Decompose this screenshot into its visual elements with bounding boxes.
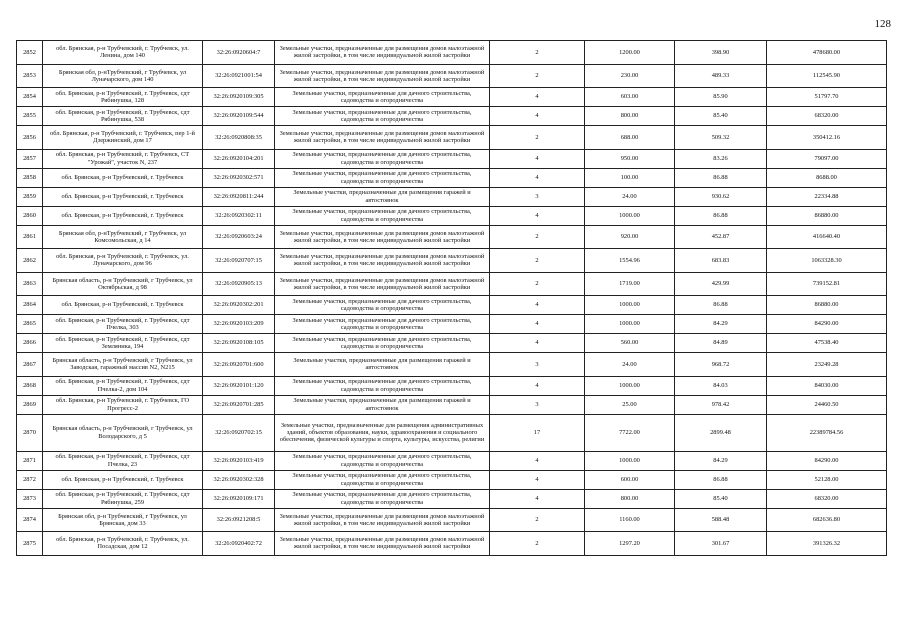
address-cell: обл. Брянская, р-н Трубчевский, г. Трубчевск <box>43 187 203 206</box>
category-code-cell: 3 <box>490 395 585 414</box>
cadastral-value-cell: 22334.88 <box>767 187 887 206</box>
area-cell: 100.00 <box>585 168 675 187</box>
table-row <box>17 451 887 470</box>
cadastral-value-cell: 112545.90 <box>767 64 887 88</box>
row-number: 2863 <box>17 272 43 296</box>
land-use-cell: Земельные участки, предназначенные для дачного строительства, садоводства и огородничества <box>275 315 490 334</box>
unit-value-cell: 489.33 <box>675 64 767 88</box>
land-use-cell: Земельные участки, предназначенные для дачного строительства, садоводства и огородничества <box>275 334 490 353</box>
area-cell: 600.00 <box>585 470 675 489</box>
category-code-cell: 2 <box>490 532 585 556</box>
unit-value-cell: 398.90 <box>675 41 767 65</box>
cadastral-value-cell: 68320.00 <box>767 107 887 126</box>
row-number: 2867 <box>17 353 43 377</box>
land-use-cell: Земельные участки, предназначенные для размещения домов малоэтажной жилой застройки, в том числе индивидуальной жилой застройки <box>275 41 490 65</box>
area-cell: 1297.20 <box>585 532 675 556</box>
area-cell: 800.00 <box>585 489 675 508</box>
address-cell: обл. Брянская, р-н Трубчевский, г. Трубчевск, ул. Посадская, дом 12 <box>43 532 203 556</box>
table-row <box>17 41 887 65</box>
category-code-cell: 4 <box>490 451 585 470</box>
unit-value-cell: 930.62 <box>675 187 767 206</box>
table-row <box>17 149 887 168</box>
land-use-cell: Земельные участки, предназначенные для дачного строительства, садоводства и огородничества <box>275 149 490 168</box>
row-number: 2855 <box>17 107 43 126</box>
address-cell: обл. Брянская, р-н Трубчевский, г. Трубчевск, ул. Луначарского, дом 96 <box>43 249 203 273</box>
land-use-cell: Земельные участки, предназначенные для дачного строительства, садоводства и огородничества <box>275 296 490 315</box>
table-row <box>17 249 887 273</box>
table-row <box>17 296 887 315</box>
land-use-cell: Земельные участки, предназначенные для дачного строительства, садоводства и огородничества <box>275 168 490 187</box>
address-cell: обл. Брянская, р-н Трубчевский, г. Трубчевск, сдт Рябинушка, 128 <box>43 88 203 107</box>
category-code-cell: 4 <box>490 149 585 168</box>
category-code-cell: 3 <box>490 353 585 377</box>
land-use-cell: Земельные участки, предназначенные для дачного строительства, садоводства и огородничества <box>275 376 490 395</box>
row-number: 2857 <box>17 149 43 168</box>
row-number: 2873 <box>17 489 43 508</box>
page-number: 128 <box>874 18 891 30</box>
unit-value-cell: 85.90 <box>675 88 767 107</box>
address-cell: обл. Брянская, р-н Трубчевский, г. Трубчевск <box>43 296 203 315</box>
cadastral-number-cell: 32:26:0920109:171 <box>203 489 275 508</box>
land-registry-table <box>16 40 887 556</box>
address-cell: Брянская область, р-н Трубчевский, г Трубчевск, ул Володарского, д 5 <box>43 414 203 451</box>
address-cell: обл. Брянская, р-н Трубчевский, г. Трубчевск, сдт Рябинушка, 259 <box>43 489 203 508</box>
cadastral-number-cell: 32:26:0920101:120 <box>203 376 275 395</box>
table-row <box>17 376 887 395</box>
category-code-cell: 2 <box>490 64 585 88</box>
cadastral-number-cell: 32:26:0920701:285 <box>203 395 275 414</box>
category-code-cell: 4 <box>490 376 585 395</box>
land-use-cell: Земельные участки, предназначенные для размещения домов малоэтажной жилой застройки, в том числе индивидуальной жилой застройки <box>275 126 490 150</box>
address-cell: обл. Брянская, р-н Трубчевский, г. Трубчевск, сдт Пчелка-2, дом 104 <box>43 376 203 395</box>
table-row <box>17 508 887 532</box>
address-cell: обл. Брянская, р-н Трубчевский, г. Трубчевск <box>43 168 203 187</box>
cadastral-value-cell: 350412.16 <box>767 126 887 150</box>
category-code-cell: 2 <box>490 508 585 532</box>
category-code-cell: 4 <box>490 489 585 508</box>
cadastral-value-cell: 22389784.56 <box>767 414 887 451</box>
cadastral-number-cell: 32:26:0920302:328 <box>203 470 275 489</box>
area-cell: 920.00 <box>585 225 675 249</box>
cadastral-number-cell: 32:26:0920707:15 <box>203 249 275 273</box>
row-number: 2875 <box>17 532 43 556</box>
category-code-cell: 4 <box>490 88 585 107</box>
row-number: 2858 <box>17 168 43 187</box>
area-cell: 25.00 <box>585 395 675 414</box>
area-cell: 1719.00 <box>585 272 675 296</box>
row-number: 2861 <box>17 225 43 249</box>
category-code-cell: 2 <box>490 249 585 273</box>
area-cell: 688.00 <box>585 126 675 150</box>
land-use-cell: Земельные участки, предназначенные для дачного строительства, садоводства и огородничества <box>275 470 490 489</box>
land-use-cell: Земельные участки, предназначенные для размещения домов малоэтажной жилой застройки, в том числе индивидуальной жилой застройки <box>275 64 490 88</box>
area-cell: 1000.00 <box>585 376 675 395</box>
cadastral-value-cell: 682636.80 <box>767 508 887 532</box>
table-row <box>17 315 887 334</box>
area-cell: 950.00 <box>585 149 675 168</box>
unit-value-cell: 85.40 <box>675 489 767 508</box>
address-cell: обл. Брянская, р-н Трубчевский, г. Трубчевск, сдт Пчелка, 23 <box>43 451 203 470</box>
unit-value-cell: 683.83 <box>675 249 767 273</box>
cadastral-value-cell: 79097.00 <box>767 149 887 168</box>
category-code-cell: 4 <box>490 206 585 225</box>
area-cell: 24.00 <box>585 353 675 377</box>
row-number: 2854 <box>17 88 43 107</box>
cadastral-value-cell: 416640.40 <box>767 225 887 249</box>
area-cell: 800.00 <box>585 107 675 126</box>
category-code-cell: 2 <box>490 126 585 150</box>
cadastral-value-cell: 84290.00 <box>767 315 887 334</box>
category-code-cell: 4 <box>490 334 585 353</box>
land-use-cell: Земельные участки, предназначенные для размещения гаражей и автостоянок <box>275 187 490 206</box>
area-cell: 7722.00 <box>585 414 675 451</box>
land-use-cell: Земельные участки, предназначенные для размещения домов малоэтажной жилой застройки, в том числе индивидуальной жилой застройки <box>275 249 490 273</box>
category-code-cell: 2 <box>490 41 585 65</box>
table-row <box>17 187 887 206</box>
unit-value-cell: 84.29 <box>675 451 767 470</box>
table-row <box>17 395 887 414</box>
cadastral-value-cell: 84290.00 <box>767 451 887 470</box>
address-cell: обл. Брянская, р-н Трубчевский, г. Трубчевск, сдт Пчелка, 303 <box>43 315 203 334</box>
unit-value-cell: 85.40 <box>675 107 767 126</box>
row-number: 2869 <box>17 395 43 414</box>
table-row <box>17 126 887 150</box>
category-code-cell: 4 <box>490 168 585 187</box>
table-row <box>17 64 887 88</box>
cadastral-number-cell: 32:26:0920302:11 <box>203 206 275 225</box>
table-row <box>17 88 887 107</box>
cadastral-value-cell: 86880.00 <box>767 296 887 315</box>
category-code-cell: 3 <box>490 187 585 206</box>
address-cell: обл. Брянская, р-н Трубчевский, г. Трубчевск, ГО Прогресс-2 <box>43 395 203 414</box>
area-cell: 1200.00 <box>585 41 675 65</box>
unit-value-cell: 86.88 <box>675 470 767 489</box>
category-code-cell: 2 <box>490 272 585 296</box>
row-number: 2862 <box>17 249 43 273</box>
row-number: 2852 <box>17 41 43 65</box>
cadastral-value-cell: 84030.00 <box>767 376 887 395</box>
table-row <box>17 532 887 556</box>
address-cell: Брянская область, р-н Трубчевский, г Трубчевск, ул Октябрьская, д 98 <box>43 272 203 296</box>
table-row <box>17 334 887 353</box>
category-code-cell: 4 <box>490 296 585 315</box>
unit-value-cell: 429.99 <box>675 272 767 296</box>
cadastral-number-cell: 32:26:0920108:105 <box>203 334 275 353</box>
unit-value-cell: 301.67 <box>675 532 767 556</box>
address-cell: обл. Брянская, р-н Трубчевский, г. Трубчевск, пер 1-й Дзержинский, дом 17 <box>43 126 203 150</box>
address-cell: обл. Брянская, р-н Трубчевский, г. Трубчевск, сдт Земляника, 194 <box>43 334 203 353</box>
unit-value-cell: 452.87 <box>675 225 767 249</box>
area-cell: 1000.00 <box>585 206 675 225</box>
cadastral-number-cell: 32:26:0920808:35 <box>203 126 275 150</box>
area-cell: 1000.00 <box>585 451 675 470</box>
cadastral-value-cell: 86880.00 <box>767 206 887 225</box>
unit-value-cell: 84.29 <box>675 315 767 334</box>
table-row <box>17 353 887 377</box>
cadastral-number-cell: 32:26:0920104:201 <box>203 149 275 168</box>
cadastral-value-cell: 739152.81 <box>767 272 887 296</box>
table-row <box>17 414 887 451</box>
land-use-cell: Земельные участки, предназначенные для дачного строительства, садоводства и огородничества <box>275 489 490 508</box>
land-use-cell: Земельные участки, предназначенные для дачного строительства, садоводства и огородничества <box>275 88 490 107</box>
cadastral-value-cell: 8688.00 <box>767 168 887 187</box>
land-use-cell: Земельные участки, предназначенные для дачного строительства, садоводства и огородничества <box>275 451 490 470</box>
address-cell: обл. Брянская, р-н Трубчевский, г. Трубчевск <box>43 470 203 489</box>
cadastral-value-cell: 478680.00 <box>767 41 887 65</box>
table-row <box>17 168 887 187</box>
unit-value-cell: 86.88 <box>675 296 767 315</box>
cadastral-number-cell: 32:26:0920103:419 <box>203 451 275 470</box>
row-number: 2860 <box>17 206 43 225</box>
area-cell: 1000.00 <box>585 315 675 334</box>
cadastral-number-cell: 32:26:0920701:600 <box>203 353 275 377</box>
cadastral-number-cell: 32:26:0920103:209 <box>203 315 275 334</box>
unit-value-cell: 588.48 <box>675 508 767 532</box>
land-use-cell: Земельные участки, предназначенные для размещения гаражей и автостоянок <box>275 395 490 414</box>
table-body <box>17 41 887 556</box>
cadastral-value-cell: 51797.70 <box>767 88 887 107</box>
category-code-cell: 4 <box>490 470 585 489</box>
unit-value-cell: 84.03 <box>675 376 767 395</box>
category-code-cell: 2 <box>490 225 585 249</box>
unit-value-cell: 968.72 <box>675 353 767 377</box>
row-number: 2859 <box>17 187 43 206</box>
table-row <box>17 206 887 225</box>
area-cell: 1554.96 <box>585 249 675 273</box>
cadastral-number-cell: 32:26:0921208:5 <box>203 508 275 532</box>
cadastral-value-cell: 52128.00 <box>767 470 887 489</box>
row-number: 2856 <box>17 126 43 150</box>
cadastral-number-cell: 32:26:0920109:305 <box>203 88 275 107</box>
unit-value-cell: 509.32 <box>675 126 767 150</box>
category-code-cell: 17 <box>490 414 585 451</box>
area-cell: 560.00 <box>585 334 675 353</box>
cadastral-value-cell: 391326.32 <box>767 532 887 556</box>
address-cell: Брянская обл, р-нТрубчевский, г Трубчевск, ул Луначарского, дом 140 <box>43 64 203 88</box>
row-number: 2864 <box>17 296 43 315</box>
row-number: 2871 <box>17 451 43 470</box>
land-use-cell: Земельные участки, предназначенные для размещения домов малоэтажной жилой застройки, в том числе индивидуальной жилой застройки <box>275 272 490 296</box>
land-use-cell: Земельные участки, предназначенные для размещения домов малоэтажной жилой застройки, в том числе индивидуальной жилой застройки <box>275 225 490 249</box>
cadastral-number-cell: 32:26:0920402:72 <box>203 532 275 556</box>
land-use-cell: Земельные участки, предназначенные для размещения гаражей и автостоянок <box>275 353 490 377</box>
table-row <box>17 470 887 489</box>
cadastral-number-cell: 32:26:0920604:7 <box>203 41 275 65</box>
cadastral-value-cell: 68320.00 <box>767 489 887 508</box>
table-row <box>17 225 887 249</box>
land-use-cell: Земельные участки, предназначенные для размещения домов малоэтажной жилой застройки, в том числе индивидуальной жилой застройки <box>275 532 490 556</box>
cadastral-number-cell: 32:26:0920603:24 <box>203 225 275 249</box>
area-cell: 1000.00 <box>585 296 675 315</box>
address-cell: обл. Брянская, р-н Трубчевский, г. Трубчевск, СТ "Урожай", участок N, 237 <box>43 149 203 168</box>
category-code-cell: 4 <box>490 107 585 126</box>
cadastral-number-cell: 32:26:0920302:571 <box>203 168 275 187</box>
table-row <box>17 272 887 296</box>
cadastral-value-cell: 24460.50 <box>767 395 887 414</box>
land-use-cell: Земельные участки, предназначенные для размещения административных зданий, объектов образования, науки, здравоохранения и социального обеспечения, физической культуры и спорта, культуры, искусства, религии <box>275 414 490 451</box>
area-cell: 230.00 <box>585 64 675 88</box>
cadastral-number-cell: 32:26:0920811:244 <box>203 187 275 206</box>
area-cell: 24.00 <box>585 187 675 206</box>
table-row <box>17 107 887 126</box>
table-row <box>17 489 887 508</box>
row-number: 2872 <box>17 470 43 489</box>
land-use-cell: Земельные участки, предназначенные для размещения домов малоэтажной жилой застройки, в том числе индивидуальной жилой застройки <box>275 508 490 532</box>
address-cell: Брянская обл, р-нТрубчевский, г Трубчевск, ул Комсомольская, д 14 <box>43 225 203 249</box>
address-cell: обл. Брянская, р-н Трубчевский, г. Трубчевск <box>43 206 203 225</box>
address-cell: обл. Брянская, р-н Трубчевский, г. Трубчевск, сдт Рябинушка, 538 <box>43 107 203 126</box>
unit-value-cell: 83.26 <box>675 149 767 168</box>
row-number: 2870 <box>17 414 43 451</box>
row-number: 2865 <box>17 315 43 334</box>
cadastral-number-cell: 32:26:0921001:54 <box>203 64 275 88</box>
cadastral-number-cell: 32:26:0920702:15 <box>203 414 275 451</box>
row-number: 2853 <box>17 64 43 88</box>
row-number: 2868 <box>17 376 43 395</box>
address-cell: Брянская обл, р-н Трубчевский, г Трубчевск, ул Брянская, дом 33 <box>43 508 203 532</box>
cadastral-number-cell: 32:26:0920302:201 <box>203 296 275 315</box>
address-cell: обл. Брянская, р-н Трубчевский, г. Трубчевск, ул. Ленина, дом 140 <box>43 41 203 65</box>
row-number: 2866 <box>17 334 43 353</box>
area-cell: 603.00 <box>585 88 675 107</box>
category-code-cell: 4 <box>490 315 585 334</box>
land-use-cell: Земельные участки, предназначенные для дачного строительства, садоводства и огородничества <box>275 107 490 126</box>
cadastral-number-cell: 32:26:0920905:13 <box>203 272 275 296</box>
cadastral-number-cell: 32:26:0920109:544 <box>203 107 275 126</box>
unit-value-cell: 86.88 <box>675 168 767 187</box>
unit-value-cell: 84.89 <box>675 334 767 353</box>
cadastral-value-cell: 1063328.30 <box>767 249 887 273</box>
address-cell: Брянская область, р-н Трубчевский, г Трубчевск, ул Заводская, гаражный массив N2, N215 <box>43 353 203 377</box>
row-number: 2874 <box>17 508 43 532</box>
unit-value-cell: 86.88 <box>675 206 767 225</box>
area-cell: 1160.00 <box>585 508 675 532</box>
land-use-cell: Земельные участки, предназначенные для дачного строительства, садоводства и огородничества <box>275 206 490 225</box>
unit-value-cell: 978.42 <box>675 395 767 414</box>
cadastral-value-cell: 47538.40 <box>767 334 887 353</box>
unit-value-cell: 2899.48 <box>675 414 767 451</box>
cadastral-value-cell: 23249.28 <box>767 353 887 377</box>
